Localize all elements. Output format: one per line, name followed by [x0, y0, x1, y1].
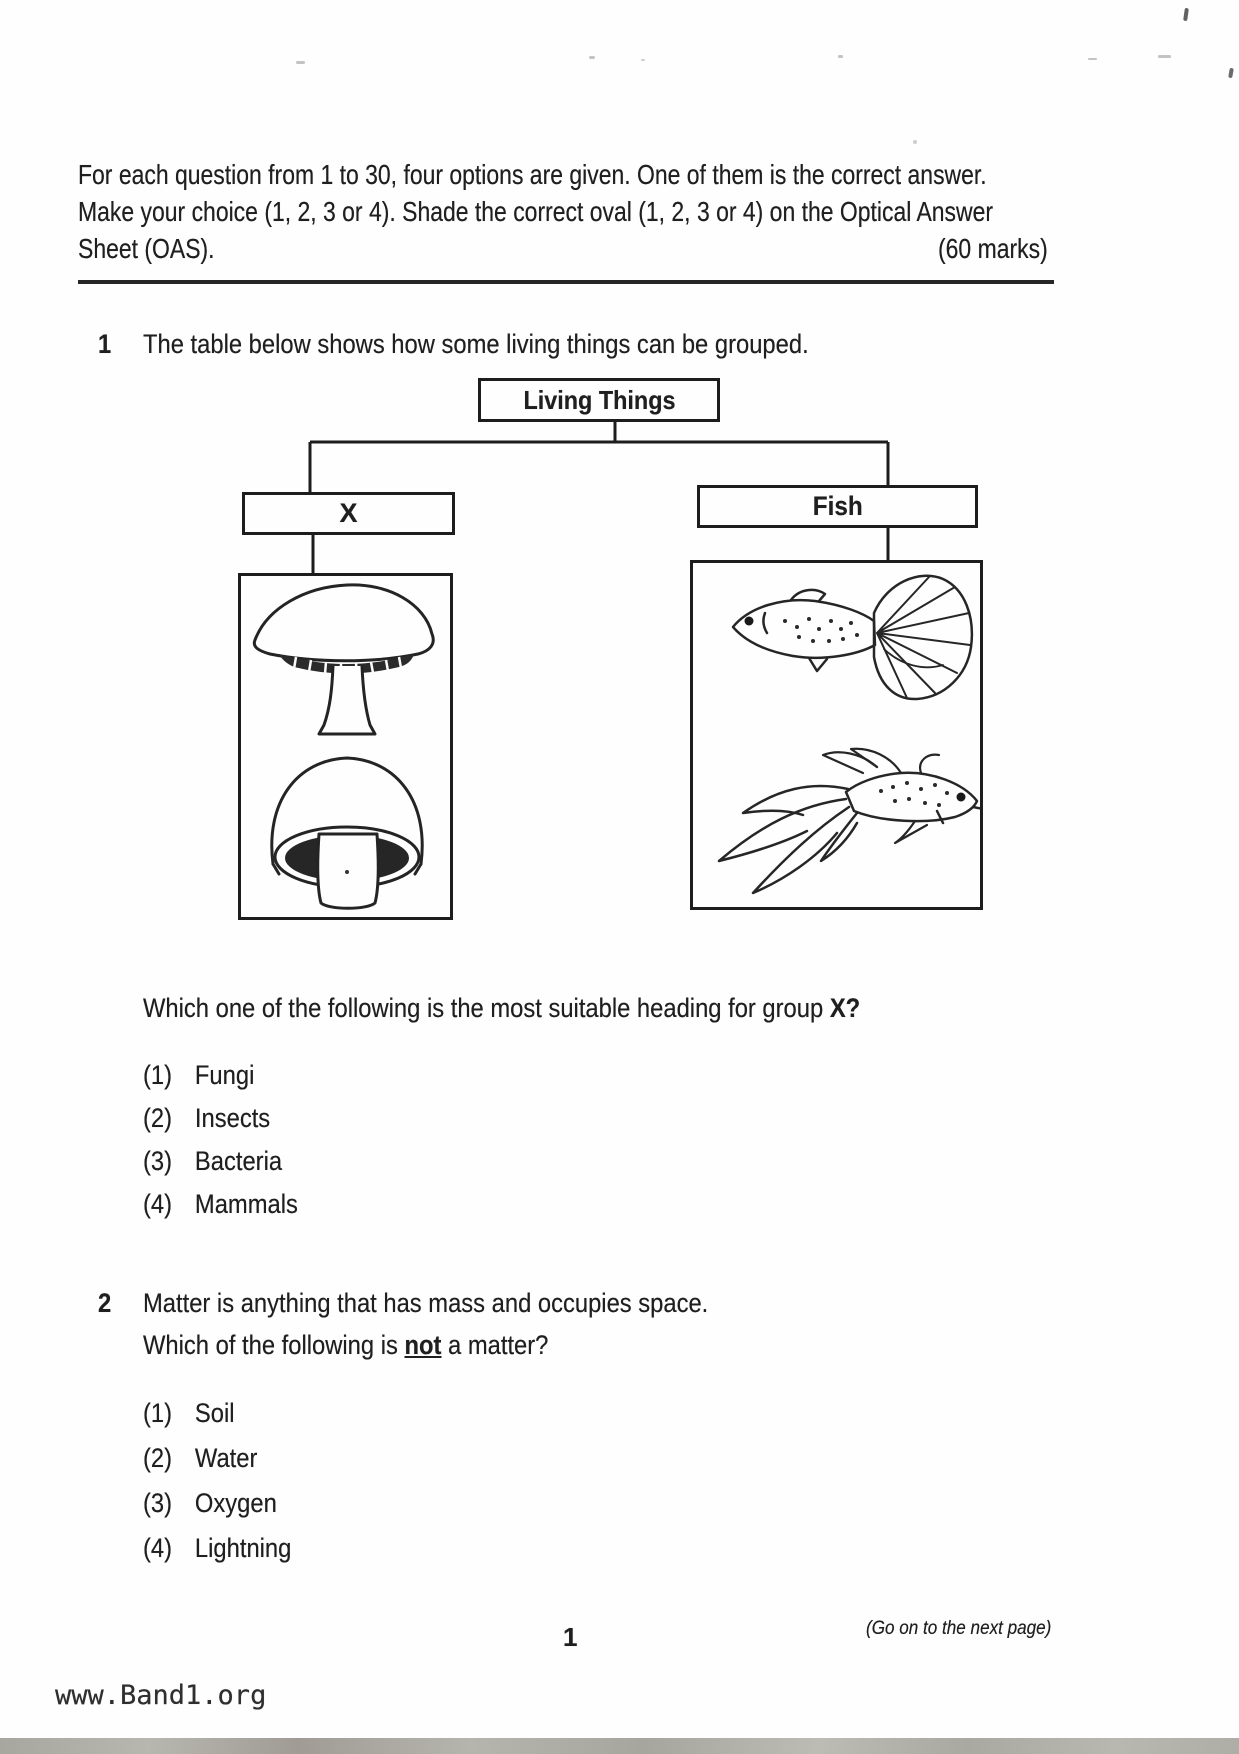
scan-artifact [1088, 58, 1097, 60]
scan-artifact [1183, 8, 1189, 21]
group-x-image-frame [238, 573, 453, 920]
scanner-edge-strip [0, 1738, 1239, 1754]
q2-option-1 [143, 1398, 247, 1428]
option-label: Fungi [194, 1060, 255, 1090]
scan-artifact [589, 56, 595, 59]
diagram-group-x-box: X [242, 492, 455, 535]
option-number: (4) [143, 1533, 173, 1563]
instructions-line-2: Make your choice (1, 2, 3 or 4). Shade the correct oval (1, 2, 3 or 4) on the Optical Answer [78, 196, 994, 227]
diagram-fish-box: Fish [697, 485, 978, 528]
option-number: (3) [143, 1146, 173, 1176]
marks-label: (60 marks) [938, 233, 1048, 264]
option-number: (2) [143, 1443, 173, 1473]
option-number: (4) [143, 1189, 173, 1219]
not-emphasis: not [404, 1330, 442, 1360]
scan-artifact [1228, 68, 1234, 79]
option-label: Water [194, 1443, 258, 1473]
section-divider [78, 280, 1054, 284]
option-number: (1) [143, 1060, 173, 1090]
question-1-prompt: The table below shows how some living things can be grouped. [143, 329, 809, 359]
question-1-number: 1 [98, 329, 112, 359]
scan-artifact [913, 140, 917, 144]
fish-image-frame [690, 560, 983, 910]
q1-option-4 [143, 1189, 319, 1219]
q1-option-1 [143, 1060, 270, 1090]
question-2-line-1: Matter is anything that has mass and occupies space. [143, 1288, 709, 1318]
option-label: Oxygen [194, 1488, 277, 1518]
option-number: (2) [143, 1103, 173, 1133]
diagram-root-box: Living Things [478, 378, 720, 422]
band1-watermark: www.Band1.org [55, 1680, 267, 1711]
q2-option-2 [143, 1443, 273, 1473]
question-1-stem: Which one of the following is the most suitable heading for group X? [143, 993, 861, 1023]
option-label: Bacteria [194, 1146, 283, 1176]
option-label: Insects [194, 1103, 271, 1133]
option-number: (3) [143, 1488, 173, 1518]
guppy-fish-illustration [693, 563, 980, 907]
option-number: (1) [143, 1398, 173, 1428]
mushrooms-illustration [241, 576, 450, 917]
scan-artifact [296, 61, 305, 64]
page-number: 1 [563, 1622, 578, 1652]
q2-option-4 [143, 1533, 312, 1563]
q1-option-3 [143, 1146, 301, 1176]
q1-option-2 [143, 1103, 288, 1133]
option-label: Lightning [194, 1533, 292, 1563]
q2-option-3 [143, 1488, 295, 1518]
scan-artifact [838, 55, 843, 58]
question-2-number: 2 [98, 1288, 112, 1318]
question-2-stem: Which of the following is not a matter? [143, 1330, 549, 1360]
group-x-emphasis: X? [829, 993, 861, 1023]
option-label: Soil [194, 1398, 235, 1428]
next-page-note: (Go on to the next page) [866, 1618, 1052, 1639]
instructions-line-3: Sheet (OAS). [78, 233, 215, 264]
scan-artifact [641, 59, 645, 61]
scan-artifact [1158, 55, 1171, 58]
option-label: Mammals [194, 1189, 298, 1219]
instructions-line-1: For each question from 1 to 30, four options are given. One of them is the correct answer. [78, 159, 987, 190]
